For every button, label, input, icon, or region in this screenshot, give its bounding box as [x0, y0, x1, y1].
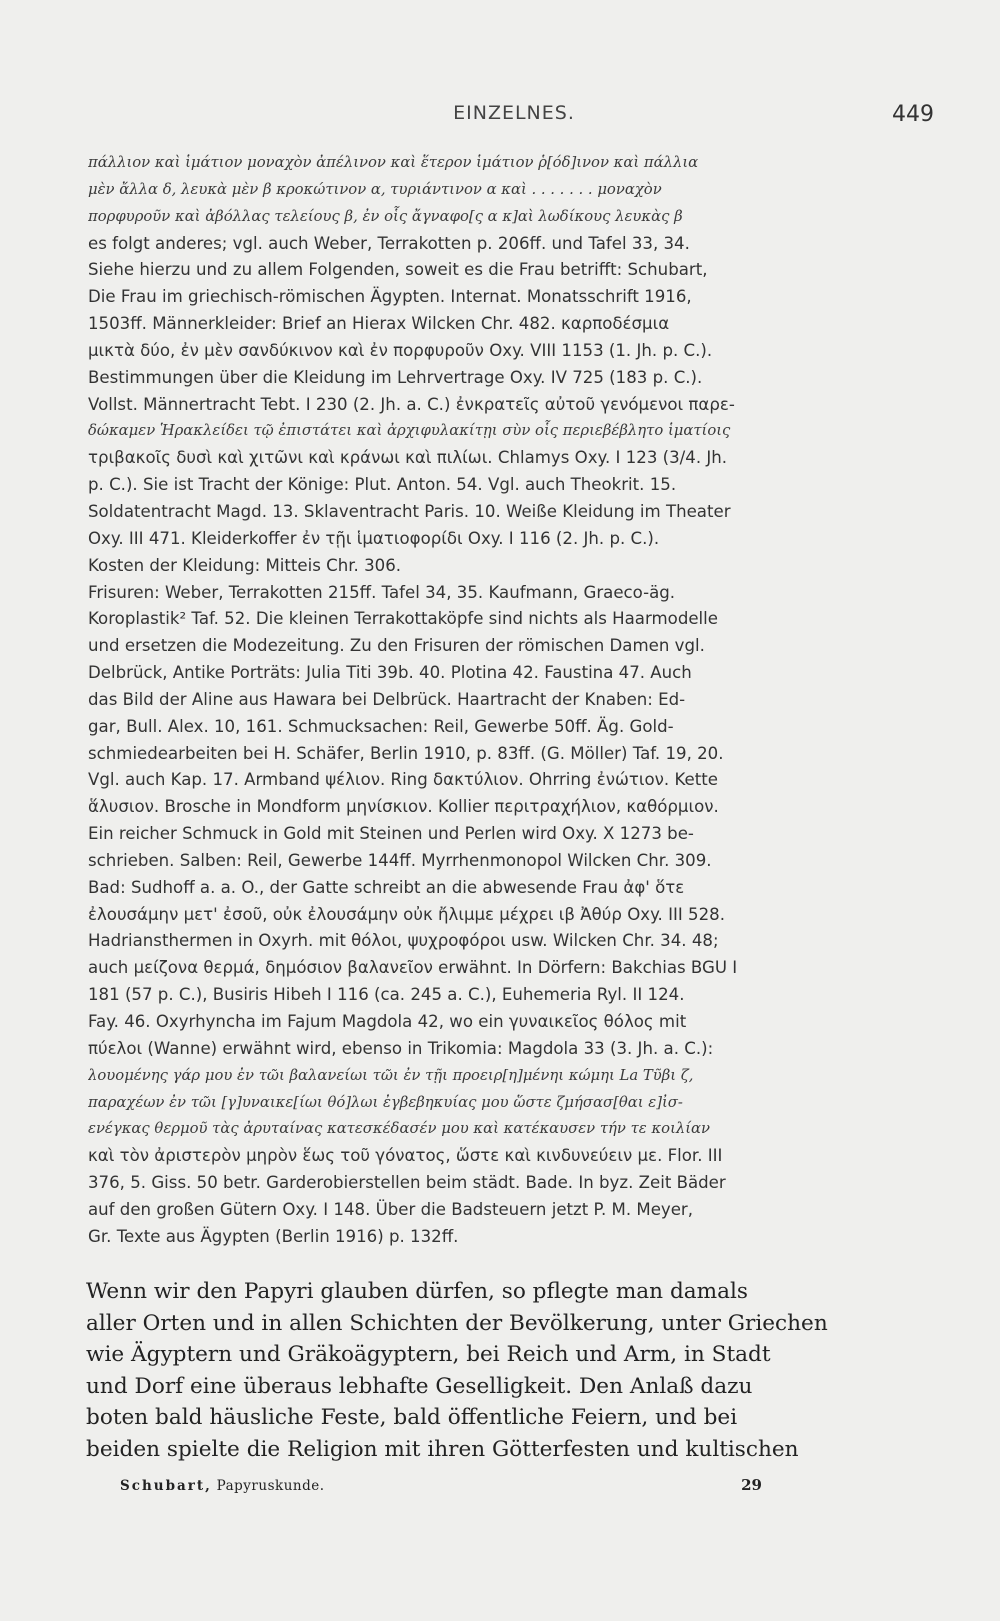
main-text-line: Wenn wir den Papyri glauben dürfen, so pflegte man damals — [86, 1279, 748, 1304]
note-line: schrieben. Salben: Reil, Gewerbe 144ff. Myrrhenmonopol Wilcken Chr. 309. — [88, 850, 712, 870]
note-line: πορφυροῦν καὶ ἀβόλλας τελείους β, ἐν οἷς ἄγναφο[ς α κ]αὶ λωδίκους λευκὰς β — [88, 207, 683, 225]
note-line: 1503ff. Männerkleider: Brief an Hierax Wilcken Chr. 482. καρποδέσμια — [88, 314, 670, 334]
note-line: Soldatentracht Magd. 13. Sklaventracht Paris. 10. Weiße Kleidung im Theater — [88, 501, 731, 521]
note-line: Fay. 46. Oxyrhyncha im Fajum Magdola 42, wo ein γυναικεῖος θόλος mit — [88, 1012, 687, 1031]
note-line: auch μείζονα θερμά, δημόσιον βαλανεῖον erwähnt. In Dörfern: Bakchias BGU I — [88, 958, 738, 978]
page-footer — [120, 1478, 762, 1500]
note-line: ἐλουσάμην μετ' ἐσοῦ, οὐκ ἐλουσάμην οὐκ ἤλιμμε μέχρει ιβ Ἀθύρ Oxy. III 528. — [88, 904, 725, 924]
sheet-number: 29 — [741, 1476, 762, 1494]
note-line: Frisuren: Weber, Terrakotten 215ff. Tafel 34, 35. Kaufmann, Graeco-äg. — [88, 582, 676, 602]
note-line: es folgt anderes; vgl. auch Weber, Terrakotten p. 206ff. und Tafel 33, 34. — [88, 233, 690, 253]
signature-name: Schubart, — [120, 1478, 212, 1494]
note-line: Siehe hierzu und zu allem Folgenden, soweit es die Frau betrifft: Schubart, — [88, 260, 708, 280]
note-line: und ersetzen die Modezeitung. Zu den Frisuren der römischen Damen vgl. — [88, 636, 705, 656]
main-text-line: und Dorf eine überaus lebhafte Geselligkeit. Den Anlaß dazu — [86, 1373, 753, 1399]
note-line: καὶ τὸν ἀριστερὸν μηρὸν ἕως τοῦ γόνατος, ὥστε καὶ κινδυνεύειν με. Flor. III — [88, 1146, 723, 1166]
note-line: Bad: Sudhoff a. a. O., der Gatte schreibt an die abwesende Frau ἀφ' ὅτε — [88, 877, 685, 897]
note-line: παραχέων ἐν τῶι [γ]υναικε[ίωι θό]λωι ἐγβεβηκυίας μου ὥστε ζμήσασ[θαι ε]ἰσ- — [88, 1093, 683, 1111]
note-line: 181 (57 p. C.), Busiris Hibeh I 116 (ca. 245 a. C.), Euhemeria Ryl. II 124. — [88, 985, 685, 1005]
note-line: 376, 5. Giss. 50 betr. Garderobierstellen beim städt. Bade. In byz. Zeit Bäder — [88, 1173, 726, 1193]
note-line: δώκαμεν Ἡρακλείδει τῷ ἐπιστάτει καὶ ἀρχιφυλακίτῃι σὺν οἷς περιεβέβλητο ἱματίοις — [88, 422, 731, 440]
note-line: πάλλιον καὶ ἱμάτιον μοναχὸν ἀπέλινον καὶ ἕτερον ἱμάτιον ῥ[όδ]ινον καὶ πάλλια — [88, 154, 699, 171]
note-line: Die Frau im griechisch-römischen Ägypten. Internat. Monatsschrift 1916, — [88, 287, 692, 307]
signature-title: Papyruskunde. — [216, 1478, 325, 1494]
page-header — [88, 102, 940, 130]
note-line: Hadriansthermen in Oxyrh. mit θόλοι, ψυχροφόροι usw. Wilcken Chr. 34. 48; — [88, 931, 719, 951]
note-line: Gr. Texte aus Ägypten (Berlin 1916) p. 132ff. — [88, 1226, 459, 1246]
note-line: πύελοι (Wanne) erwähnt wird, ebenso in Trikomia: Magdola 33 (3. Jh. a. C.): — [88, 1038, 714, 1058]
main-text-line: aller Orten und in allen Schichten der Bevölkerung, unter Griechen — [86, 1310, 828, 1336]
signature — [120, 1478, 325, 1494]
note-line: μὲν ἄλλα δ, λευκὰ μὲν β κροκώτινον α, τυριάντινον α καὶ . . . . . . . μοναχὸν — [88, 180, 662, 198]
note-line: τριβακοῖς δυσὶ καὶ χιτῶνι καὶ κράνωι καὶ πιλίωι. Chlamys Oxy. I 123 (3/4. Jh. — [88, 448, 728, 468]
note-line: Bestimmungen über die Kleidung im Lehrvertrage Oxy. IV 725 (183 p. C.). — [88, 367, 703, 387]
note-line: μικτὰ δύο, ἐν μὲν σανδύκινον καὶ ἐν πορφυροῦν Oxy. VIII 1153 (1. Jh. p. C.). — [88, 340, 713, 360]
main-text-line: beiden spielte die Religion mit ihren Götterfesten und kultischen — [86, 1436, 799, 1462]
note-line: Ein reicher Schmuck in Gold mit Steinen und Perlen wird Oxy. X 1273 be- — [88, 824, 694, 844]
page-number: 449 — [892, 102, 934, 127]
note-line: ἅλυσιον. Brosche in Mondform μηνίσκιον. Kollier περιτραχήλιον, καθόρμιον. — [88, 797, 719, 817]
main-text — [86, 1276, 952, 1465]
note-line: ενέγκας θερμοῦ τὰς ἀρυταίνας κατεσκέδασέν μου καὶ κατέκαυσεν τήν τε κοιλίαν — [88, 1120, 711, 1138]
note-line: Oxy. III 471. Kleiderkoffer ἐν τῇι ἱματιοφορίδι Oxy. I 116 (2. Jh. p. C.). — [88, 528, 660, 548]
running-title: EINZELNES. — [453, 102, 575, 124]
note-line: gar, Bull. Alex. 10, 161. Schmucksachen: Reil, Gewerbe 50ff. Äg. Gold- — [88, 716, 674, 736]
main-text-line: boten bald häusliche Feste, bald öffentliche Feiern, und bei — [86, 1405, 738, 1430]
note-line: p. C.). Sie ist Tracht der Könige: Plut. Anton. 54. Vgl. auch Theokrit. 15. — [88, 475, 677, 495]
footnote-block — [88, 150, 950, 1251]
note-line: auf den großen Gütern Oxy. I 148. Über die Badsteuern jetzt P. M. Meyer, — [88, 1199, 694, 1219]
note-line: Delbrück, Antike Porträts: Julia Titi 39b. 40. Plotina 42. Faustina 47. Auch — [88, 663, 692, 683]
note-line: Vgl. auch Kap. 17. Armband ψέλιον. Ring δακτύλιον. Ohrring ἐνώτιον. Kette — [88, 770, 718, 790]
note-line: λουομένης γάρ μου ἐν τῶι βαλανείωι τῶι ἐν τῇι προειρ[η]μένηι κώμηι La Τῦβι ζ, — [88, 1066, 694, 1084]
note-line: das Bild der Aline aus Hawara bei Delbrück. Haartracht der Knaben: Ed- — [88, 689, 686, 709]
note-line: Kosten der Kleidung: Mitteis Chr. 306. — [88, 555, 402, 575]
note-line: schmiedearbeiten bei H. Schäfer, Berlin 1910, p. 83ff. (G. Möller) Taf. 19, 20. — [88, 743, 724, 763]
main-text-line: wie Ägyptern und Gräkoägyptern, bei Reich und Arm, in Stadt — [86, 1342, 771, 1367]
note-line: Koroplastik² Taf. 52. Die kleinen Terrakottaköpfe sind nichts als Haarmodelle — [88, 609, 718, 629]
note-line: Vollst. Männertracht Tebt. I 230 (2. Jh. a. C.) ἐνκρατεῖς αὐτοῦ γενόμενοι παρε- — [88, 394, 735, 414]
